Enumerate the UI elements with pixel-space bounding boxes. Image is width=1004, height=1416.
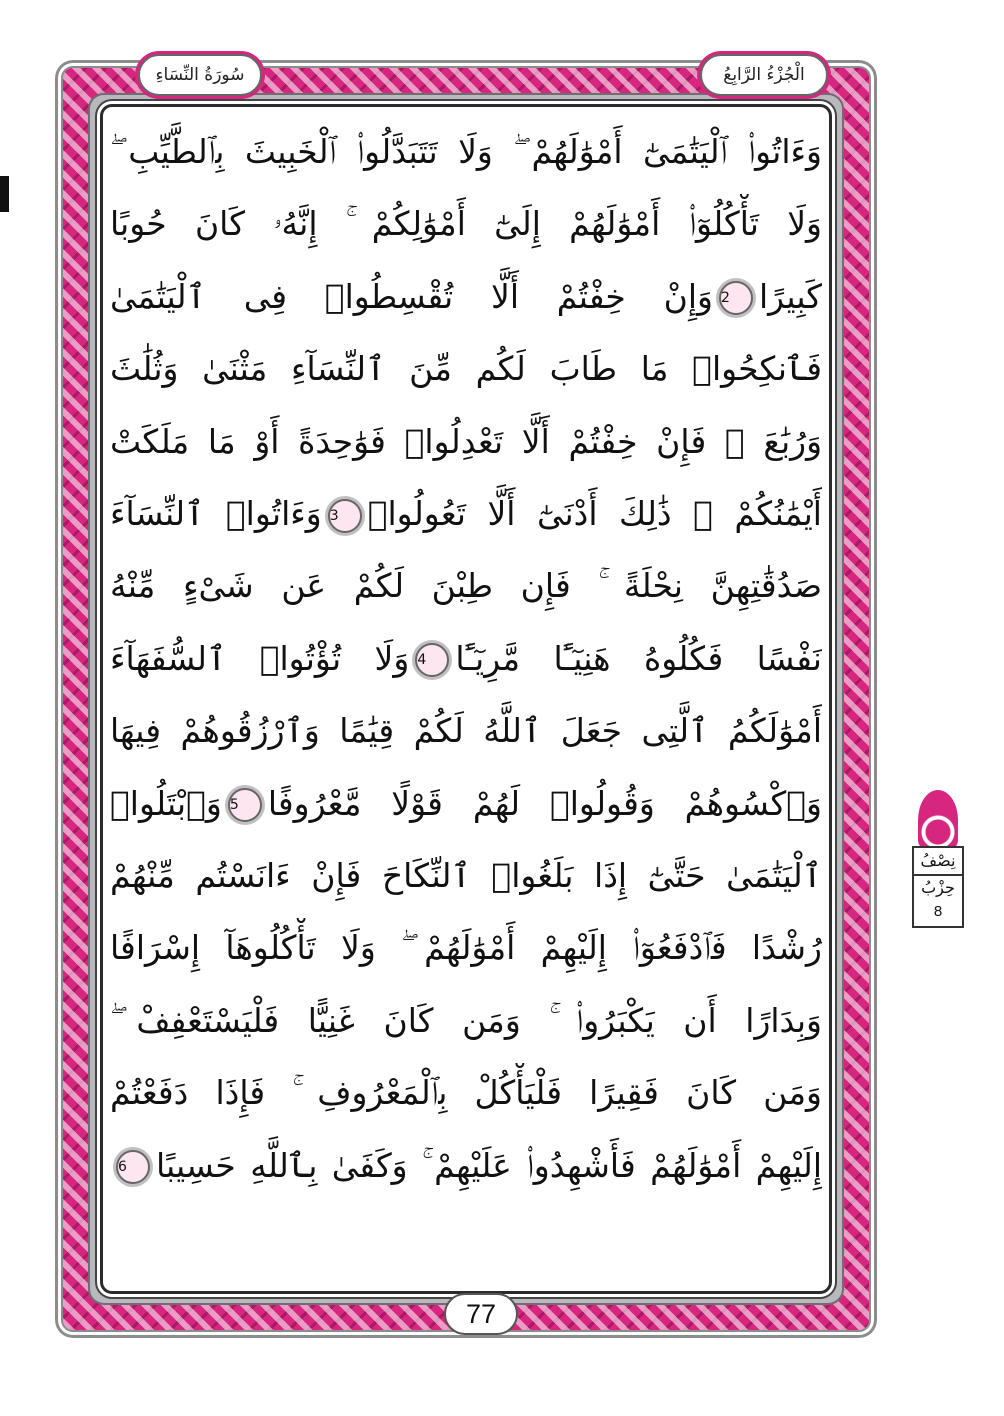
text-line <box>110 918 822 978</box>
line-text: وَٱكْسُوهُمْ وَقُولُوا۟ لَهُمْ قَوْلًا مَّعْرُوفًا <box>267 783 822 823</box>
line-text: أَيْمَٰنُكُمْ ۚ ذَٰلِكَ أَدْنَىٰٓ أَلَّا تَعُولُوا۟ <box>367 494 822 533</box>
line-text: أَمْوَٰلَكُمُ ٱلَّتِى جَعَلَ ٱللَّهُ لَكُمْ قِيَٰمًا وَٱرْزُقُوهُمْ فِيهَا <box>110 711 822 751</box>
line-text: فَٱنكِحُوا۟ مَا طَابَ لَكُم مِّنَ ٱلنِّسَآءِ مَثْنَىٰ وَثُلَٰثَ <box>110 349 822 389</box>
line-text: إِلَيْهِمْ أَمْوَٰلَهُمْ فَأَشْهِدُوا۟ عَلَيْهِمْ ۚ وَكَفَىٰ بِٱللَّهِ حَسِيبًا <box>156 1145 822 1185</box>
hizb-fraction: نِصْفُ <box>914 848 962 876</box>
line-text-continued: وَإِنْ خِفْتُمْ أَلَّا تُقْسِطُوا۟ فِى ٱلْيَتَٰمَىٰ <box>110 276 713 316</box>
line-text: ٱلْيَتَٰمَىٰ حَتَّىٰٓ إِذَا بَلَغُوا۟ ٱلنِّكَاحَ فَإِنْ ءَانَسْتُم مِّنْهُمْ <box>110 856 822 895</box>
text-line <box>110 701 822 761</box>
hizb-ornament-icon <box>918 790 958 850</box>
ayah-number-marker: 5 <box>228 788 262 822</box>
page-number: 77 <box>444 1293 518 1335</box>
text-line <box>110 629 822 689</box>
line-text-continued: وَلَا تُؤْتُوا۟ ٱلسُّفَهَآءَ <box>110 638 410 678</box>
text-line <box>110 774 822 834</box>
text-line <box>110 1063 822 1123</box>
line-text: وَرُبَٰعَ ۖ فَإِنْ خِفْتُمْ أَلَّا تَعْدِلُوا۟ فَوَٰحِدَةً أَوْ مَا مَلَكَتْ <box>110 421 822 461</box>
ayah-number-marker: 3 <box>328 499 362 533</box>
juz-title: الْجُزْءُ الرَّابِعُ <box>700 54 828 96</box>
text-line <box>110 122 822 182</box>
line-text: وَءَاتُوا۟ ٱلْيَتَٰمَىٰٓ أَمْوَٰلَهُمْ ۖ وَلَا تَتَبَدَّلُوا۟ ٱلْخَبِيثَ بِٱلطَّيِّبِ ۖ <box>110 132 822 171</box>
surah-title: سُورَةُ النِّسَاءِ <box>138 54 262 96</box>
text-line <box>110 194 822 254</box>
text-line <box>110 339 822 399</box>
hizb-label: حِزْبُ <box>921 878 955 897</box>
line-text-continued: وَٱبْتَلُوا۟ <box>110 783 222 823</box>
ayah-number-marker: 2 <box>719 281 753 315</box>
line-text: رُشْدًا فَٱدْفَعُوٓا۟ إِلَيْهِمْ أَمْوَٰلَهُمْ ۖ وَلَا تَأْكُلُوهَآ إِسْرَافًا <box>110 928 822 968</box>
text-line <box>110 267 822 327</box>
line-text: وَبِدَارًا أَن يَكْبَرُوا۟ ۚ وَمَن كَانَ غَنِيًّا فَلْيَسْتَعْفِفْ ۖ <box>110 1000 822 1040</box>
text-line <box>110 846 822 906</box>
line-text: وَمَن كَانَ فَقِيرًا فَلْيَأْكُلْ بِٱلْمَعْرُوفِ ۚ فَإِذَا دَفَعْتُمْ <box>110 1073 822 1113</box>
line-text: نَفْسًا فَكُلُوهُ هَنِيٓـًٔا مَّرِيٓـًٔا <box>455 638 822 678</box>
line-text: كَبِيرًا <box>758 276 822 316</box>
ayah-number-marker: 4 <box>415 643 449 677</box>
line-text: صَدُقَٰتِهِنَّ نِحْلَةً ۚ فَإِن طِبْنَ لَكُمْ عَن شَىْءٍ مِّنْهُ <box>110 566 822 606</box>
hizb-marker <box>906 790 970 930</box>
text-line <box>110 1136 822 1196</box>
hizb-box <box>912 846 964 928</box>
text-line <box>110 484 822 544</box>
ayah-number-marker: 6 <box>116 1150 150 1184</box>
text-line <box>110 991 822 1051</box>
line-text: وَلَا تَأْكُلُوٓا۟ أَمْوَٰلَهُمْ إِلَىٰٓ أَمْوَٰلِكُمْ ۚ إِنَّهُۥ كَانَ حُوبًا <box>110 204 822 244</box>
hizb-number: 8 <box>933 903 943 920</box>
line-text-continued: وَءَاتُوا۟ ٱلنِّسَآءَ <box>110 494 322 533</box>
text-line <box>110 556 822 616</box>
page-edge-mark <box>0 176 9 212</box>
text-line <box>110 412 822 472</box>
